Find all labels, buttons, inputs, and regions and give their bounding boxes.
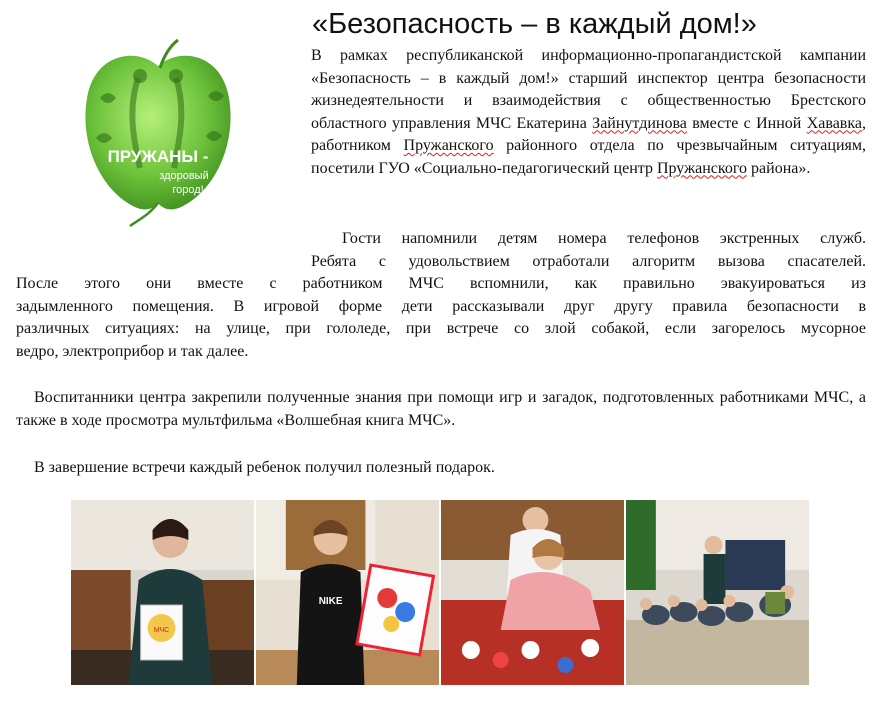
- third-paragraph: Воспитанники центра закрепили полученные знания при помощи игр и загадок, подготовленных работниками МЧС, а также в ходе просмотра мультфильма «Волшебная книга МЧС».: [16, 389, 866, 429]
- photo-boy-icon: [256, 500, 439, 685]
- intro-name-2: Хававка: [806, 114, 862, 132]
- logo: [78, 38, 238, 228]
- logo-sub-text-1: здоровый: [159, 170, 209, 182]
- second-paragraph-line: Гости напомнили детям номера телефонов экстренных служб.: [342, 230, 866, 247]
- intro-text-4: районного отдела по чрезвычайным ситуациям, посетили ГУО «Социально-педагогический центр: [311, 137, 866, 177]
- second-paragraph-line: Ребята с удовольствием отработали алгоритм вызова спасателей.: [311, 252, 866, 270]
- photo-children-crawling-icon: [626, 500, 809, 685]
- shirt-text: NIKE: [318, 595, 343, 608]
- photo-2: [256, 500, 439, 685]
- photo-strip: [71, 500, 809, 685]
- second-paragraph-line: задымленного помещения. В игровой форме дети рассказывали друг другу правила безопасности в: [16, 297, 866, 315]
- green-apple-logo-icon: [78, 38, 238, 228]
- logo-main-text: ПРУЖАНЫ -: [107, 147, 209, 166]
- intro-name-1: Зайнутдинова: [592, 114, 687, 132]
- second-paragraph: [16, 228, 866, 364]
- second-paragraph-line: ведро, электроприбор и так далее.: [16, 342, 249, 360]
- second-paragraph-line: различных ситуациях: на улице, при гололеде, при встрече со злой собакой, если загорелось мусорное: [16, 320, 866, 338]
- intro-name-3: Пружанского: [403, 137, 494, 154]
- poster-text: МЧС: [153, 626, 170, 635]
- intro-text-2: вместе с Инной: [686, 114, 807, 132]
- photo-1: [71, 500, 254, 685]
- intro-text-3: , работником: [311, 114, 866, 154]
- photo-inspector-icon: [71, 500, 254, 685]
- intro-text-5: района».: [747, 159, 811, 177]
- logo-sub-text-2: город!: [172, 184, 204, 196]
- fourth-paragraph: В завершение встречи каждый ребенок получил полезный подарок.: [34, 459, 495, 476]
- page-title: «Безопасность – в каждый дом!»: [312, 8, 757, 40]
- intro-name-4: Пружанского: [656, 159, 748, 177]
- photo-3: [441, 500, 624, 685]
- photo-4: [626, 500, 809, 685]
- photo-children-table-icon: [441, 500, 624, 685]
- second-paragraph-line: После этого они вместе с работником МЧС вспомнили, как правильно эвакуироваться из: [16, 275, 866, 293]
- intro-paragraph: [311, 45, 866, 180]
- intro-text-1: В рамках республиканской информационно-пропагандистской кампании «Безопасность – в каждый дом!» старший инспектор центра безопасности жизнедеятельности и взаимодействия с общественностью Брестского областного управления МЧС Екатерина: [311, 47, 866, 132]
